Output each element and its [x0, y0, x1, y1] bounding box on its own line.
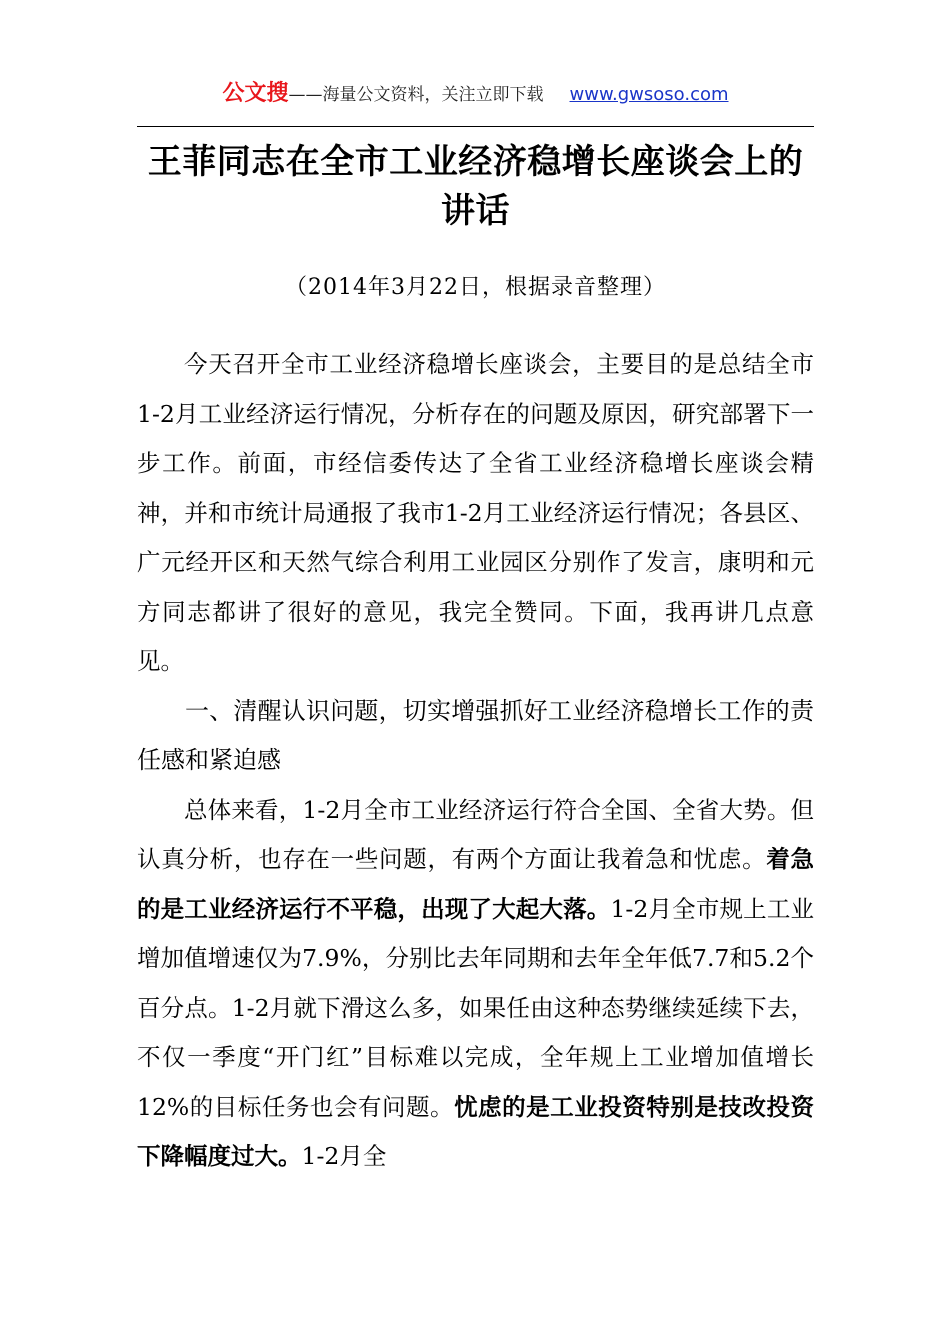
section-heading-1: 一、清醒认识问题，切实增强抓好工业经济稳增长工作的责任感和紧迫感: [137, 696, 814, 774]
document-title: 王菲同志在全市工业经济稳增长座谈会上的讲话: [147, 142, 804, 231]
brand-logo-text: 公文搜: [222, 81, 289, 106]
bold-emphasis: 着急的是工业经济运行不平稳，出现了大起大落。: [137, 845, 815, 923]
paragraph-analysis: [137, 786, 814, 1182]
paragraph-intro: 今天召开全市工业经济稳增长座谈会，主要目的是总结全市1-2月工业经济运行情况，分析存在的问题及原因，研究部署下一步工作。前面，市经信委传达了全省工业经济稳增长座谈会精神，并和市统计局通报了我市1-2月工业经济运行情况；各县区、广元经开区和天然气综合利用工业园区分别作了发言，康明和元方同志都讲了很好的意见，我完全赞同。下面，我再讲几点意见。: [137, 350, 814, 675]
document-dateline: （2014年3月22日，根据录音整理）: [285, 275, 666, 300]
header-slogan: ——海量公文资料，关注立即下载: [288, 85, 544, 105]
page-header: [137, 76, 814, 116]
site-link[interactable]: www.gwsoso.com: [569, 84, 729, 105]
paragraph-text: 1-2月全市规上工业增加值增速仅为7.9%，分别比去年同期和去年全年低7.7和5.2个百分点。1-2月就下滑这么多，如果任由这种态势继续延续下去，不仅一季度“开门红”目标难以完成，全年规上工业增加值增长12%的目标任务也会有问题。: [137, 894, 815, 1121]
paragraph-text: 1-2月全: [301, 1142, 387, 1170]
paragraph-text: 总体来看，1-2月全市工业经济运行符合全国、全省大势。但认真分析，也存在一些问题，有两个方面让我着急和忧虑。: [137, 795, 814, 873]
bold-emphasis: 忧虑的是工业投资特别是技改投资下降幅度过大。: [137, 1092, 815, 1170]
header-divider: [137, 126, 814, 127]
document-body: [137, 340, 814, 1182]
